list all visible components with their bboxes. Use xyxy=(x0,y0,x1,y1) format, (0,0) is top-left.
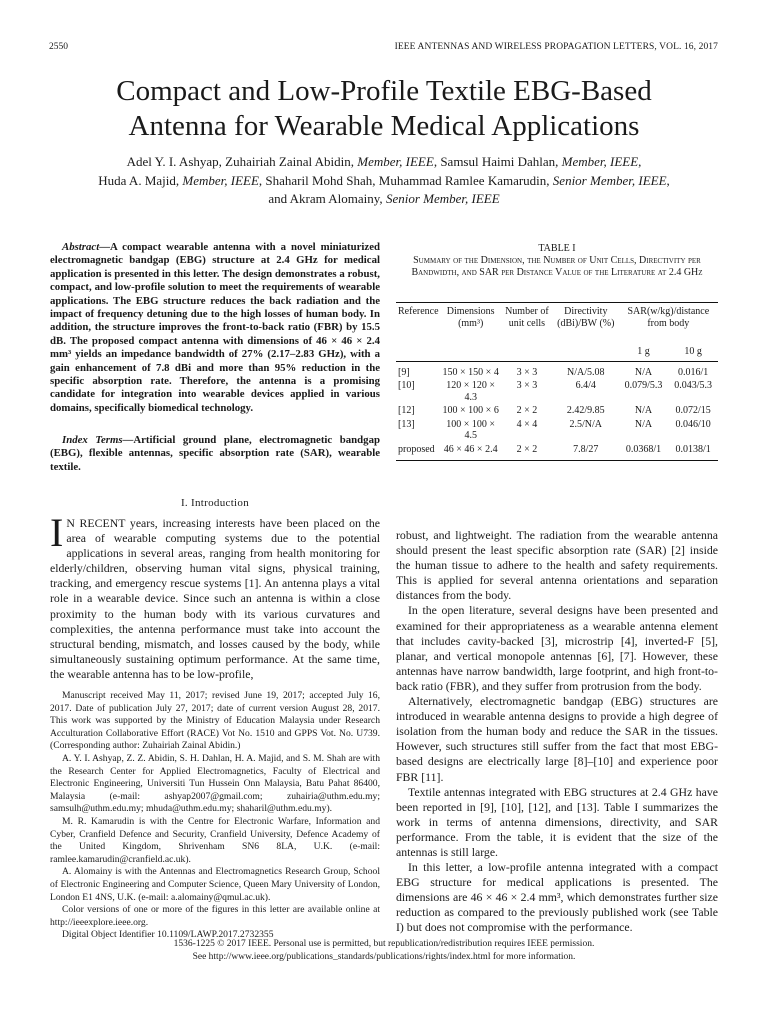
author-text: , xyxy=(666,172,670,188)
table-row xyxy=(396,361,718,379)
header-dimensions: Dimensions (mm³) xyxy=(446,306,495,329)
footnote: Digital Object Identifier 10.1109/LAWP.2017.2732355 xyxy=(62,929,274,941)
cell-unit-cells: 4 × 4 xyxy=(516,418,538,430)
cell-dimensions: 100 × 100 × 4.5 xyxy=(446,418,496,441)
author-text: , Samsul Haimi Dahlan, xyxy=(433,154,562,169)
table-caption xyxy=(396,243,718,280)
footnote: M. R. Kamarudin is with the Centre for Electronic Warfare, Information and Cyber, Cranfield Defence and Security, Cranfield University, Defence Academy of the United Kingdom, Shrivenham SN6 8LA, U.K. (e-mail: ramlee.kamarudin@cranfield.ac.uk). xyxy=(50,815,380,865)
author-list xyxy=(40,153,728,209)
author-text: and Akram Alomainy, xyxy=(268,191,386,206)
page-number: 2550 xyxy=(49,42,68,52)
cell-sar-1g: N/A xyxy=(634,405,653,416)
cell-sar-1g: 0.0368/1 xyxy=(625,443,662,455)
cell-ref: [10] xyxy=(398,380,415,391)
cell-unit-cells: 3 × 3 xyxy=(516,380,538,391)
body-paragraph: Textile antennas integrated with EBG structures at 2.4 GHz have been reported in [9], [10], [12], and [13]. Table I summarizes the work in terms of antenna dimensions, directivity, and SAR performance. From the table, it is evident that the size of the antennas is still large. xyxy=(396,784,718,859)
literature-summary-table xyxy=(396,302,718,461)
header-sar-1g: 1 g xyxy=(637,346,650,357)
right-column-text xyxy=(396,528,718,936)
cell-dimensions: 46 × 46 × 2.4 xyxy=(443,443,498,455)
first-word: N RECENT xyxy=(66,516,126,530)
introduction-text xyxy=(50,510,380,682)
table-row xyxy=(396,379,718,404)
title-line-2: Antenna for Wearable Medical Applications xyxy=(128,110,640,142)
table-row xyxy=(396,418,718,443)
author-role: Member, IEEE xyxy=(561,154,639,169)
header-unit-cells: Number of unit cells xyxy=(505,306,549,329)
cell-sar-10g: 0.043/5.3 xyxy=(674,380,713,391)
cell-directivity: 6.4/4 xyxy=(575,380,596,391)
table-header-row xyxy=(396,303,718,333)
cell-dimensions: 100 × 100 × 6 xyxy=(442,405,499,416)
cell-dimensions: 150 × 150 × 4 xyxy=(442,366,499,378)
intro-paragraph: years, increasing interests have been placed on the area of wearable computing systems due to the potential applications in several areas, ranging from health monitoring for elderly/children, observing human vital signs, physical training, tracking, and emergency rescue systems [1]. An antenna plays a vital role in a wearable device. Since such an antenna is within a close proximity to the human body with its various curvatures and complexities, the antenna performance must take into account the structural bending, mismatch, and losses caused by the body, while simultaneously sustaining optimum performance. At the same time, the wearable antenna has to be low-profile, xyxy=(50,516,380,681)
author-text: , Shaharil Mohd Shah, Muhammad Ramlee Kamarudin, xyxy=(258,172,553,188)
section-heading: I. Introduction xyxy=(180,497,250,509)
cell-sar-10g: 0.0138/1 xyxy=(675,443,711,455)
cell-sar-1g: N/A xyxy=(634,366,653,378)
table-row xyxy=(396,404,718,418)
cell-ref: [9] xyxy=(398,366,410,378)
header-directivity: Directivity (dBi)/BW (%) xyxy=(557,306,615,329)
cell-directivity: N/A/5.08 xyxy=(567,366,605,378)
header-sar-10g: 10 g xyxy=(684,346,702,357)
cell-unit-cells: 2 × 2 xyxy=(516,405,538,416)
copyright-line: 1536-1225 © 2017 IEEE. Personal use is permitted, but republication/redistribution requires IEEE permission. xyxy=(173,939,595,949)
cell-ref: proposed xyxy=(398,443,435,455)
header-sar: SAR(w/kg)/distance from body xyxy=(627,306,710,329)
index-terms-lead: Index Terms xyxy=(62,434,123,446)
footnote: A. Alomainy is with the Antennas and Electromagnetics Research Group, School of Electronic Engineering and Computer Science, Queen Mary University of London, London E1 4NS, U.K. (e-mail: a.alomainy@qmul.ac.uk). xyxy=(50,866,380,903)
body-paragraph: Alternatively, electromagnetic bandgap (EBG) structures are introduced in wearable antenna designs to provide a high degree of isolation from the human body and reduce the SAR in the tissues. However, such structures still suffer from the fact that most EBG-based designs are electrically large [8]–[10] and experience poor FBR [11]. xyxy=(396,694,718,784)
cell-directivity: 2.42/9.85 xyxy=(566,405,605,416)
author-text: , xyxy=(638,154,642,169)
cell-ref: [12] xyxy=(398,405,415,416)
paper-title xyxy=(40,74,728,144)
cell-directivity: 2.5/N/A xyxy=(569,418,603,430)
author-role: Senior Member, IEEE xyxy=(552,172,667,188)
journal-header: IEEE ANTENNAS AND WIRELESS PROPAGATION LETTERS, VOL. 16, 2017 xyxy=(394,42,718,52)
copyright-line: See http://www.ieee.org/publications_standards/publications/rights/index.html for more information. xyxy=(192,951,576,962)
body-paragraph: In the open literature, several designs have been presented and examined for their appropriateness as a wearable antenna element that includes cavity-backed [3], microstrip [4], inverted-F [5], planar, and vertical monopole antennas [6], [7]. However, these antennas have narrow bandwidth, large footprint, and high front-to-back ratio (FBR), and they suffer from protrusion from the body. xyxy=(396,603,718,693)
cell-dimensions: 120 × 120 × 4.3 xyxy=(446,380,496,403)
cell-sar-10g: 0.072/15 xyxy=(675,405,711,416)
author-role: Member, IEEE xyxy=(182,172,259,188)
body-paragraph: robust, and lightweight. The radiation from the wearable antenna should present the least specific absorption rate (SAR) [2] inside the human tissue to adhere to the health and safety requirements. This is applied for several antenna orientations and separation distances from the body. xyxy=(396,528,718,603)
cell-sar-1g: N/A xyxy=(634,418,653,430)
table-row xyxy=(396,443,718,461)
cell-directivity: 7.8/27 xyxy=(573,443,599,455)
cell-unit-cells: 2 × 2 xyxy=(516,443,538,455)
footnote: Manuscript received May 11, 2017; revised June 19, 2017; accepted July 16, 2017. Date of publication July 27, 2017; date of current version August 28, 2017. This work was supported by the Ministry of Education Malaysia under Research Acculturation Collaborative Effort (RACE) Vot No. 1510 and GPPS Vot. No. U739. (Corresponding author: Zuhairiah Zainal Abidin.) xyxy=(50,690,380,752)
drop-cap: I xyxy=(50,510,64,555)
cell-sar-1g: 0.079/5.3 xyxy=(624,380,663,391)
copyright-notice xyxy=(40,938,728,963)
cell-sar-10g: 0.046/10 xyxy=(675,418,711,430)
abstract xyxy=(50,241,380,415)
body-paragraph: In this letter, a low-profile antenna integrated with a compact EBG structure for medical applications is presented. The dimensions are 46 × 46 × 2.4 mm³, which demonstrates further size reduction as compared to the previously published work (see Table I) but does not compromise with the performance. xyxy=(396,860,718,935)
cell-ref: [13] xyxy=(398,418,415,430)
index-terms-text: —Artificial ground plane, electromagnetic bandgap (EBG), flexible antennas, specific absorption rate (SAR), wearable textile. xyxy=(50,434,380,473)
footnote: Color versions of one or more of the figures in this letter are available online at http://ieeexplore.ieee.org. xyxy=(50,904,380,928)
cell-unit-cells: 3 × 3 xyxy=(516,366,538,378)
index-terms xyxy=(50,434,380,474)
abstract-lead: Abstract xyxy=(62,241,100,253)
author-text: Huda A. Majid, xyxy=(98,172,183,188)
author-role: Member, IEEE xyxy=(357,154,434,169)
abstract-text: —A compact wearable antenna with a novel miniaturized electromagnetic bandgap (EBG) structure at 2.4 GHz for medical application is presented in this letter. The design demonstrates a robust, compact, and low-profile solution to meet the requirements of wearable applications. The EBG structure reduces the back radiation and the impact of frequency detuning due to the high losses of human body. In addition, the structure improves the front-to-back ratio (FBR) by 15.5 dB. The proposed compact antenna with dimensions of 46 × 46 × 2.4 mm³ yields an impedance bandwidth of 27% (2.17–2.83 GHz), with a gain enhancement of 7.8 dBi and more than 95% reduction in the specific absorption rate. Therefore, the antenna is a promising candidate for integration into wearable devices applied in various domains, specifically biomedical technology. xyxy=(50,241,380,414)
cell-sar-10g: 0.016/1 xyxy=(678,366,709,378)
table-label: TABLE I xyxy=(538,243,576,254)
author-role: Senior Member, IEEE xyxy=(385,191,500,206)
table-caption-text: Summary of the Dimension, the Number of Unit Cells, Directivity per Bandwidth, and SAR per Distance Value of the Literature at 2.4 GHz xyxy=(411,255,703,279)
title-line-1: Compact and Low-Profile Textile EBG-Based xyxy=(116,75,652,107)
footnotes xyxy=(50,690,380,942)
header-reference: Reference xyxy=(398,306,439,317)
author-text: Adel Y. I. Ashyap, Zuhairiah Zainal Abidin, xyxy=(126,154,358,169)
footnote: A. Y. I. Ashyap, Z. Z. Abidin, S. H. Dahlan, H. A. Majid, and S. M. Shah are with the Research Center for Applied Electromagnetics, Faculty of Electrical and Electronic Engineering, Universiti Tun Hussein Onn Malaysia, Batu Pahat 86400, Malaysia (e-mail: ashyap2007@gmail.com; zuhairia@uthm.edu.my; samsulh@uthm.edu.my; mhuda@uthm.edu.my; shaharil@uthm.edu.my). xyxy=(50,752,380,815)
